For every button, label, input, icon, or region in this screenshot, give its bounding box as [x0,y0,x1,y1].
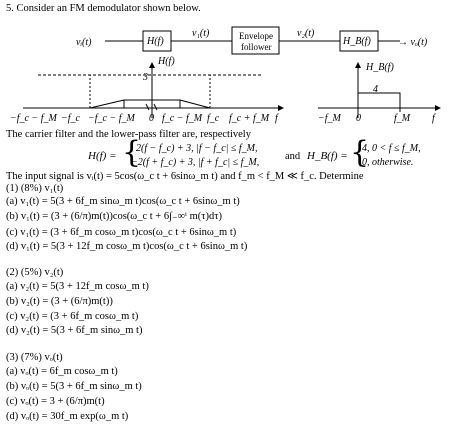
hf-tick: f_c + f_M [229,113,270,124]
problem-heading: 5. Consider an FM demodulator shown below. [6,3,201,14]
input-signal: The input signal is vᵢ(t) = 5cos(ω_c t + 6sinω_m t) and f_m < f_M ≪ f_c. Determine [6,171,364,182]
hb-tick: −f_M [318,113,341,124]
output-label: → vₒ(t) [398,37,428,48]
part3-option-d[interactable]: (d) vₒ(t) = 30f_m exp(ω_m t) [6,411,129,422]
hf-tick: f_c − f_M [162,113,203,124]
block-diagram [0,0,474,130]
hf-case1: 2(f − f_c) + 3, |f − f_c| ≤ f_M, [136,143,258,154]
hb-case1: 4, 0 < f ≤ f_M, [362,143,421,154]
part1-title: (1) (8%) v₁(t) [6,183,64,194]
follower-label: follower [241,42,272,52]
part1-option-b[interactable]: (b) v₁(t) = (3 + (6/π)m(t))cos(ω_c t + 6∫₋∞ᵗ m(τ)dτ) [6,211,222,222]
hb-level: 4 [373,84,378,95]
part1-option-a[interactable]: (a) v₁(t) = 5(3 + 6f_m sinω_m t)cos(ω_c t + 6sinω_m t) [6,196,240,207]
block-hf-label: H(f) [147,36,164,47]
hb-tick: 0 [356,113,361,124]
hf-plot-title: H(f) [158,56,175,67]
part1-option-c[interactable]: (c) v₁(t) = (3 + 6f_m cosω_m t)cos(ω_c t + 6sinω_m t) [6,227,237,238]
hb-case2: 0, otherwise. [362,157,414,168]
hf-case2: −2(f + f_c) + 3, |f + f_c| ≤ f_M, [131,157,260,168]
envelope-label: Envelope [239,31,273,41]
hf-tick: −f_c − f_M [10,113,57,124]
hb-brace: { [350,135,370,170]
hf-tick: −f_c − f_M [88,113,135,124]
part1-option-d[interactable]: (d) v₁(t) = 5(3 + 12f_m cosω_m t)cos(ω_c t + 6sinω_m t) [6,241,248,252]
part3-title: (3) (7%) vₒ(t) [6,352,63,363]
hf-tick: f [275,113,278,124]
part3-option-a[interactable]: (a) vₒ(t) = 6f_m cosω_m t) [6,366,118,377]
part2-title: (2) (5%) v₂(t) [6,267,64,278]
hb-rect [358,93,400,108]
mid1-label: v₁(t) [192,28,210,39]
input-label: vᵢ(t) [76,37,92,48]
part3-option-c[interactable]: (c) vₒ(t) = 3 + (6/π)m(t) [6,396,105,407]
part2-option-c[interactable]: (c) v₂(t) = (3 + 6f_m cosω_m t) [6,311,139,322]
hf-tick: f_c [207,113,220,124]
hf-level: 3 [143,72,148,83]
hf-tick: −f_c [61,113,80,124]
hb-plot-title: H_B(f) [366,62,394,73]
part2-option-a[interactable]: (a) v₂(t) = 5(3 + 12f_m cosω_m t) [6,281,149,292]
hb-tick: f [432,113,435,124]
hf-brace: { [122,135,142,170]
hb-tick: f_M [394,113,411,124]
mid2-label: v₂(t) [297,28,315,39]
part2-option-b[interactable]: (b) v₂(t) = (3 + (6/π)m(t)) [6,296,113,307]
hf-lhs: H(f) = [88,150,117,162]
filters-intro: The carrier filter and the lower-pass filter are, respectively [6,129,251,140]
and-word: and [285,151,301,162]
block-hb-label: H_B(f) [343,36,371,47]
hf-tick: 0 [149,113,154,124]
hb-lhs: H_B(f) = [307,150,348,162]
part3-option-b[interactable]: (b) vₒ(t) = 5(3 + 6f_m sinω_m t) [6,381,142,392]
part2-option-d[interactable]: (d) v₂(t) = 5(3 + 6f_m sinω_m t) [6,325,143,336]
